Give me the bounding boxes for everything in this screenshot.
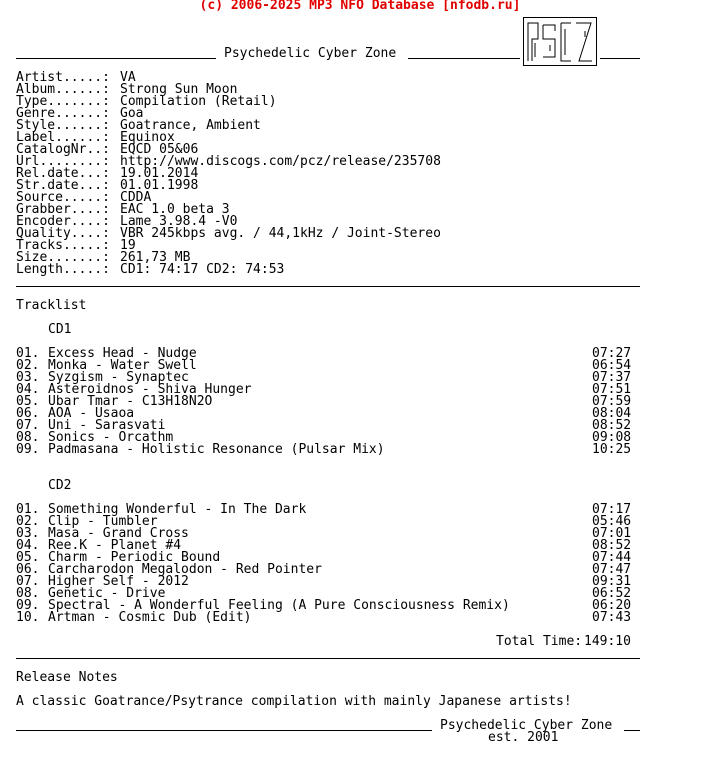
footer-rule-left bbox=[16, 730, 432, 731]
info-key: Length.....: bbox=[16, 262, 110, 277]
release-notes-text: A classic Goatrance/Psytrance compilation with mainly Japanese artists! bbox=[16, 694, 572, 709]
info-key: Url........: bbox=[16, 154, 110, 169]
info-value: VA bbox=[120, 70, 136, 85]
info-key: Encoder....: bbox=[16, 214, 110, 229]
track-time: 08:52 bbox=[592, 418, 632, 433]
tracklist-title: Tracklist bbox=[16, 298, 87, 313]
track-time: 07:37 bbox=[592, 370, 632, 385]
info-value: Goatrance, Ambient bbox=[120, 118, 261, 133]
info-value: Lame 3.98.4 -V0 bbox=[120, 214, 238, 229]
track-title: Masa - Grand Cross bbox=[48, 526, 189, 541]
track-time: 08:04 bbox=[592, 406, 632, 421]
info-value: VBR 245kbps avg. / 44,1kHz / Joint-Stereo bbox=[120, 226, 441, 241]
track-number: 09. bbox=[16, 442, 40, 457]
header-rule-left bbox=[16, 58, 216, 59]
track-time: 07:59 bbox=[592, 394, 632, 409]
info-key: Grabber....: bbox=[16, 202, 110, 217]
site-banner: (c) 2006-2025 MP3 NFO Database [nfodb.ru] bbox=[199, 0, 521, 13]
info-key: Album......: bbox=[16, 82, 110, 97]
cd2-label: CD2 bbox=[48, 478, 72, 493]
separator-2 bbox=[16, 658, 640, 659]
track-time: 07:01 bbox=[592, 526, 632, 541]
info-key: Genre......: bbox=[16, 106, 110, 121]
track-number: 07. bbox=[16, 418, 40, 433]
track-title: Monka - Water Swell bbox=[48, 358, 197, 373]
total-time-value: 149:10 bbox=[584, 634, 631, 649]
track-time: 07:17 bbox=[592, 502, 632, 517]
track-title: Genetic - Drive bbox=[48, 586, 166, 601]
track-number: 07. bbox=[16, 574, 40, 589]
track-number: 05. bbox=[16, 550, 40, 565]
info-value: 261,73 MB bbox=[120, 250, 191, 265]
track-number: 10. bbox=[16, 610, 40, 625]
track-title: Syzgism - Synaptec bbox=[48, 370, 189, 385]
track-number: 02. bbox=[16, 358, 40, 373]
header-rule-middle bbox=[408, 58, 520, 59]
track-number: 04. bbox=[16, 382, 40, 397]
track-number: 02. bbox=[16, 514, 40, 529]
separator-1 bbox=[16, 286, 640, 287]
track-time: 08:52 bbox=[592, 538, 632, 553]
info-value: Equinox bbox=[120, 130, 175, 145]
track-number: 04. bbox=[16, 538, 40, 553]
info-value: Strong Sun Moon bbox=[120, 82, 238, 97]
track-title: Asteroidnos - Shiva Hunger bbox=[48, 382, 252, 397]
track-number: 08. bbox=[16, 586, 40, 601]
track-title: Artman - Cosmic Dub (Edit) bbox=[48, 610, 252, 625]
info-key: Source.....: bbox=[16, 190, 110, 205]
track-time: 07:27 bbox=[592, 346, 632, 361]
info-key: Rel.date...: bbox=[16, 166, 110, 181]
footer-rule-right bbox=[624, 730, 640, 731]
track-title: Ubar Tmar - C13H18N2O bbox=[48, 394, 213, 409]
info-key: CatalogNr..: bbox=[16, 142, 110, 157]
info-value: EAC 1.0 beta 3 bbox=[120, 202, 230, 217]
header-rule-right bbox=[600, 58, 640, 59]
track-number: 09. bbox=[16, 598, 40, 613]
track-title: Sonics - Orcathm bbox=[48, 430, 174, 445]
track-time: 05:46 bbox=[592, 514, 632, 529]
track-number: 01. bbox=[16, 346, 40, 361]
info-key: Tracks.....: bbox=[16, 238, 110, 253]
track-title: AOA - Usaoa bbox=[48, 406, 135, 421]
info-key: Type.......: bbox=[16, 94, 110, 109]
track-title: Charm - Periodic Bound bbox=[48, 550, 221, 565]
release-notes-title: Release Notes bbox=[16, 670, 118, 685]
track-time: 07:47 bbox=[592, 562, 632, 577]
info-value: 19 bbox=[120, 238, 136, 253]
track-time: 07:43 bbox=[592, 610, 632, 625]
track-number: 06. bbox=[16, 562, 40, 577]
footer-title: Psychedelic Cyber Zone bbox=[440, 718, 613, 733]
info-key: Artist.....: bbox=[16, 70, 110, 85]
track-title: Excess Head - Nudge bbox=[48, 346, 197, 361]
track-title: Uni - Sarasvati bbox=[48, 418, 166, 433]
track-title: Spectral - A Wonderful Feeling (A Pure Consciousness Remix) bbox=[48, 598, 510, 613]
track-number: 01. bbox=[16, 502, 40, 517]
info-key: Size.......: bbox=[16, 250, 110, 265]
info-key: Str.date...: bbox=[16, 178, 110, 193]
info-key: Style......: bbox=[16, 118, 110, 133]
track-time: 07:44 bbox=[592, 550, 632, 565]
info-value: 01.01.1998 bbox=[120, 178, 199, 193]
track-title: Padmasana - Holistic Resonance (Pulsar Mix) bbox=[48, 442, 385, 457]
track-time: 07:51 bbox=[592, 382, 632, 397]
track-title: Ree.K - Planet #4 bbox=[48, 538, 182, 553]
track-number: 05. bbox=[16, 394, 40, 409]
info-value: Compilation (Retail) bbox=[120, 94, 277, 109]
track-time: 06:54 bbox=[592, 358, 632, 373]
info-value: 19.01.2014 bbox=[120, 166, 199, 181]
info-value: CD1: 74:17 CD2: 74:53 bbox=[120, 262, 285, 277]
track-time: 06:20 bbox=[592, 598, 632, 613]
info-key: Label......: bbox=[16, 130, 110, 145]
track-time: 09:31 bbox=[592, 574, 632, 589]
pcz-logo bbox=[523, 17, 597, 66]
total-time-label: Total Time: bbox=[496, 634, 583, 649]
header-title: Psychedelic Cyber Zone bbox=[224, 46, 397, 61]
track-number: 03. bbox=[16, 526, 40, 541]
track-number: 03. bbox=[16, 370, 40, 385]
track-title: Carcharodon Megalodon - Red Pointer bbox=[48, 562, 322, 577]
cd1-label: CD1 bbox=[48, 322, 72, 337]
track-time: 10:25 bbox=[592, 442, 632, 457]
track-number: 08. bbox=[16, 430, 40, 445]
track-time: 06:52 bbox=[592, 586, 632, 601]
info-key: Quality....: bbox=[16, 226, 110, 241]
info-value: CDDA bbox=[120, 190, 152, 205]
track-title: Something Wonderful - In The Dark bbox=[48, 502, 307, 517]
track-number: 06. bbox=[16, 406, 40, 421]
track-time: 09:08 bbox=[592, 430, 632, 445]
info-value: http://www.discogs.com/pcz/release/235708 bbox=[120, 154, 441, 169]
info-value: Goa bbox=[120, 106, 144, 121]
track-title: Higher Self - 2012 bbox=[48, 574, 189, 589]
info-value: EQCD 05&06 bbox=[120, 142, 199, 157]
track-title: Clip - Tumbler bbox=[48, 514, 158, 529]
footer-established: est. 2001 bbox=[488, 730, 559, 745]
